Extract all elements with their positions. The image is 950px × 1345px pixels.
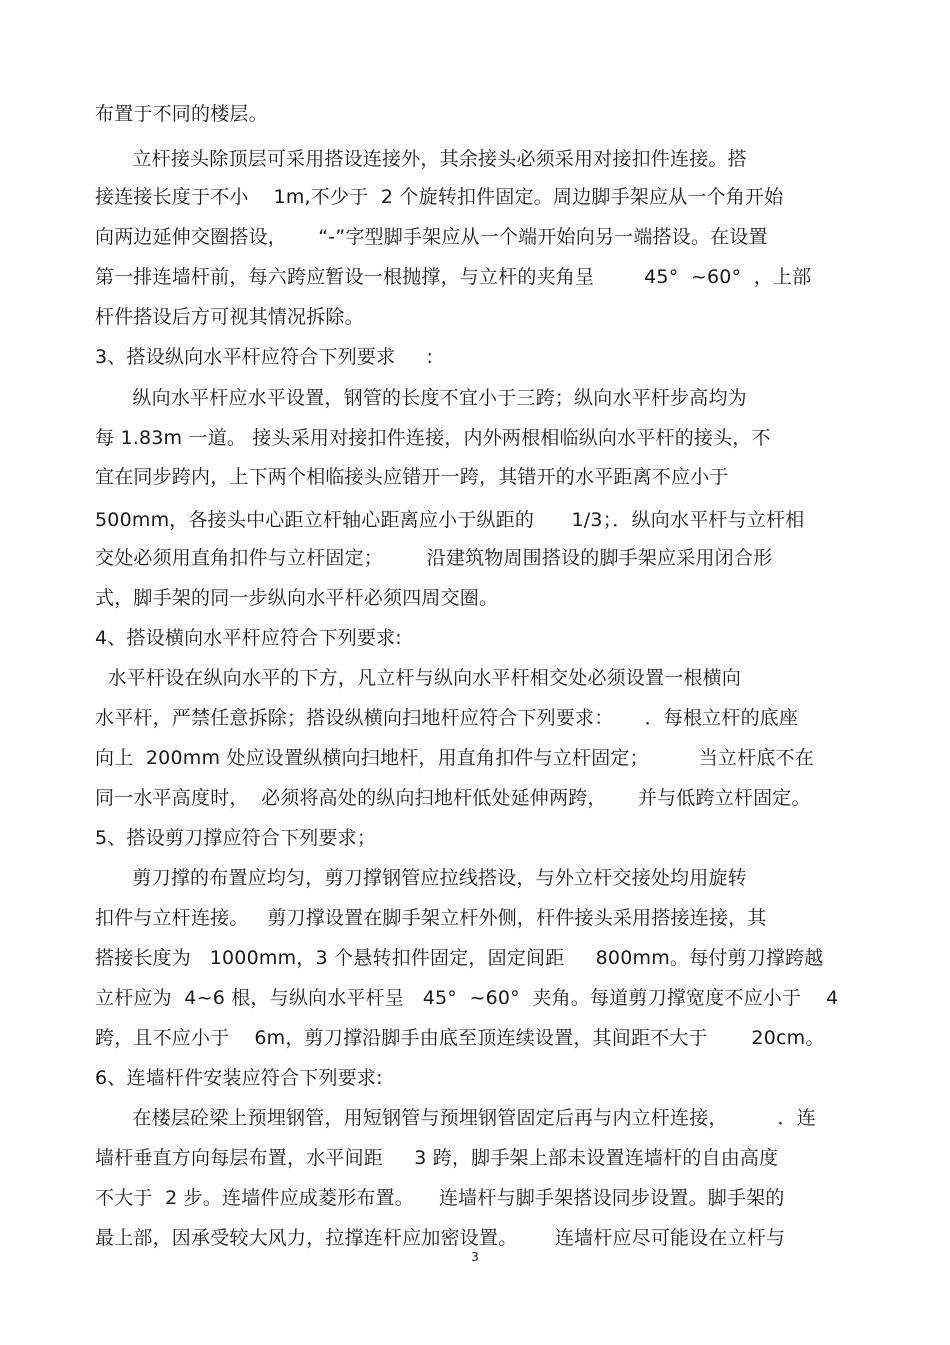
text-line: 杆件搭设后方可视其情况拆除。 (95, 306, 364, 328)
text-line: 向两边延伸交圈搭设， “-”字型脚手架应从一个端开始向另一端搭设。在设置 (95, 226, 768, 248)
text-line: 墙杆垂直方向每层布置，水平间距 3 跨，脚手架上部未设置连墙杆的自由高度 (95, 1147, 779, 1169)
text-line: 500mm，各接头中心距立杆轴心距离应小于纵距的 1/3；．纵向水平杆与立杆相 (95, 509, 805, 531)
text-line: 不大于 2 步。连墙件应成菱形布置。 连墙杆与脚手架搭设同步设置。脚手架的 (95, 1187, 785, 1209)
text-line: 每 1.83m 一道。 接头采用对接扣件连接，内外两根相临纵向水平杆的接头，不 (95, 427, 771, 449)
text-line: 跨，且不应小于 6m，剪刀撑沿脚手由底至顶连续设置，其间距不大于 20cm。 (95, 1027, 825, 1049)
text-line: 宜在同步跨内，上下两个相临接头应错开一跨，其错开的水平距离不应小于 (95, 466, 729, 488)
text-line: 立杆应为 4~6 根，与纵向水平杆呈 45° ~60° 夹角。每道剪刀撑宽度不应小于 4 (95, 987, 839, 1009)
text-line: 立杆接头除顶层可采用搭设连接外，其余接头必须采用对接扣件连接。搭 (95, 148, 747, 170)
text-line: 式，脚手架的同一步纵向水平杆必须四周交圈。 (95, 587, 499, 609)
text-line: 纵向水平杆应水平设置，钢管的长度不宜小于三跨；纵向水平杆步高均为 (95, 387, 747, 409)
text-line: 交处必须用直角扣件与立杆固定； 沿建筑物周围搭设的脚手架应采用闭合形 (95, 547, 773, 569)
text-line: 接连接长度于不小 1m,不少于 2 个旋转扣件固定。周边脚手架应从一个角开始 (95, 186, 784, 208)
text-line: 搭接长度为 1000mm，3 个悬转扣件固定，固定间距 800mm。每付剪刀撑跨越 (95, 947, 824, 969)
text-line: 最上部，因承受较大风力，拉撑连杆应加密设置。 连墙杆应尽可能设在立杆与 (95, 1227, 786, 1249)
section-heading: 4、搭设横向水平杆应符合下列要求: (95, 627, 402, 649)
section-heading: 5、搭设剪刀撑应符合下列要求； (95, 827, 377, 849)
section-heading: 6、连墙杆件安装应符合下列要求: (95, 1067, 383, 1089)
text-line: 在楼层砼梁上预埋钢管，用短钢管与预埋钢管固定后再与内立杆连接， ．连 (95, 1107, 816, 1129)
text-line: 同一水平高度时， 必须将高处的纵向扫地杆低处延伸两跨， 并与低跨立杆固定。 (95, 787, 811, 809)
text-line: 第一排连墙杆前，每六跨应暂设一根抛撑，与立杆的夹角呈 45° ~60° ，上部 (95, 266, 812, 288)
text-line: 水平杆，严禁任意拆除；搭设纵横向扫地杆应符合下列要求： ．每根立杆的底座 (95, 707, 799, 729)
text-line: 水平杆设在纵向水平的下方，凡立杆与纵向水平杆相交处必须设置一根横向 (95, 667, 742, 689)
text-line: 剪刀撑的布置应均匀，剪刀撑钢管应拉线搭设，与外立杆交接处均用旋转 (95, 867, 747, 889)
text-line: 向上 200mm 处应设置纵横向扫地杆，用直角扣件与立杆固定； 当立杆底不在 (95, 747, 814, 769)
text-line: 扣件与立杆连接。 剪刀撑设置在脚手架立杆外侧，杆件接头采用搭接连接，其 (95, 907, 767, 929)
page-number: 3 (471, 1250, 479, 1264)
section-heading: 3、搭设纵向水平杆应符合下列要求 : (95, 346, 434, 368)
text-line: 布置于不同的楼层。 (95, 103, 268, 125)
